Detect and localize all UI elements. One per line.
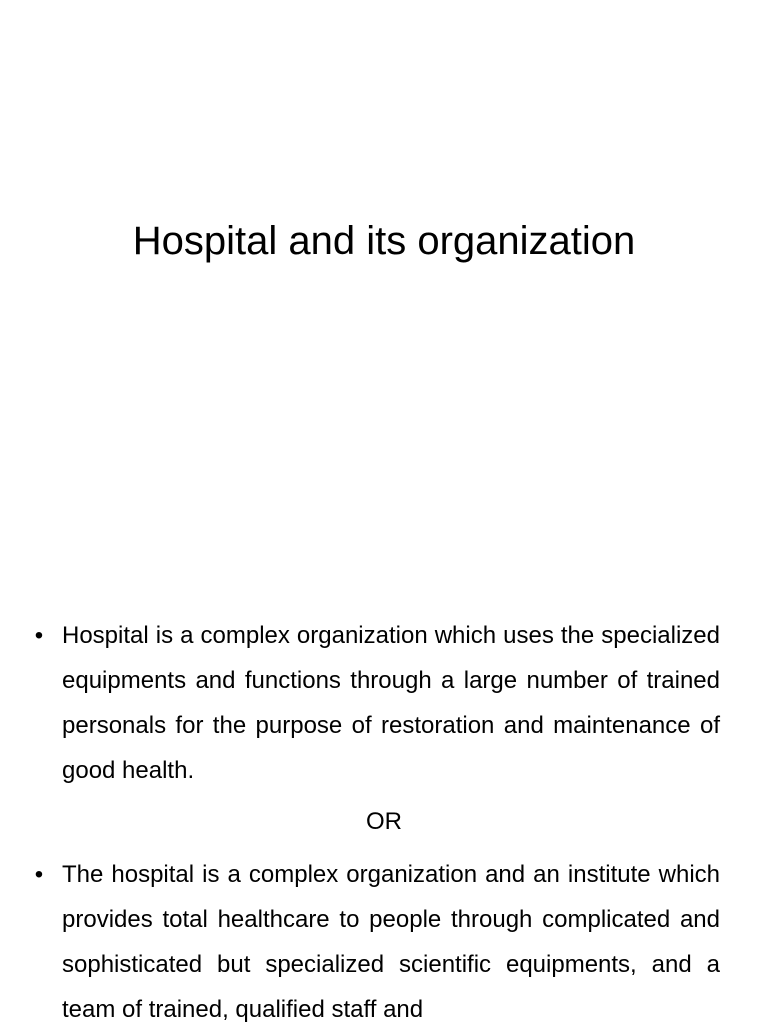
or-separator: OR — [366, 808, 402, 835]
bullet-item-definition-1 — [34, 613, 720, 793]
bullet-text: The hospital is a complex organization and an institute which provides total healthcare to people through complicated and sophisticated but specialized scientific equipments, and a team of trained, qualified staff and — [62, 861, 720, 1023]
bullet-icon: • — [34, 622, 44, 649]
content-slide — [0, 576, 768, 1024]
slide-title: Hospital and its organization — [132, 219, 636, 263]
bullet-icon: • — [34, 861, 44, 888]
bullet-item-definition-2 — [34, 852, 720, 1024]
bullet-text: Hospital is a complex organization which uses the specialized equipments and functions through a large number of trained personals for the purpose of restoration and maintenance of good health. — [62, 622, 720, 784]
